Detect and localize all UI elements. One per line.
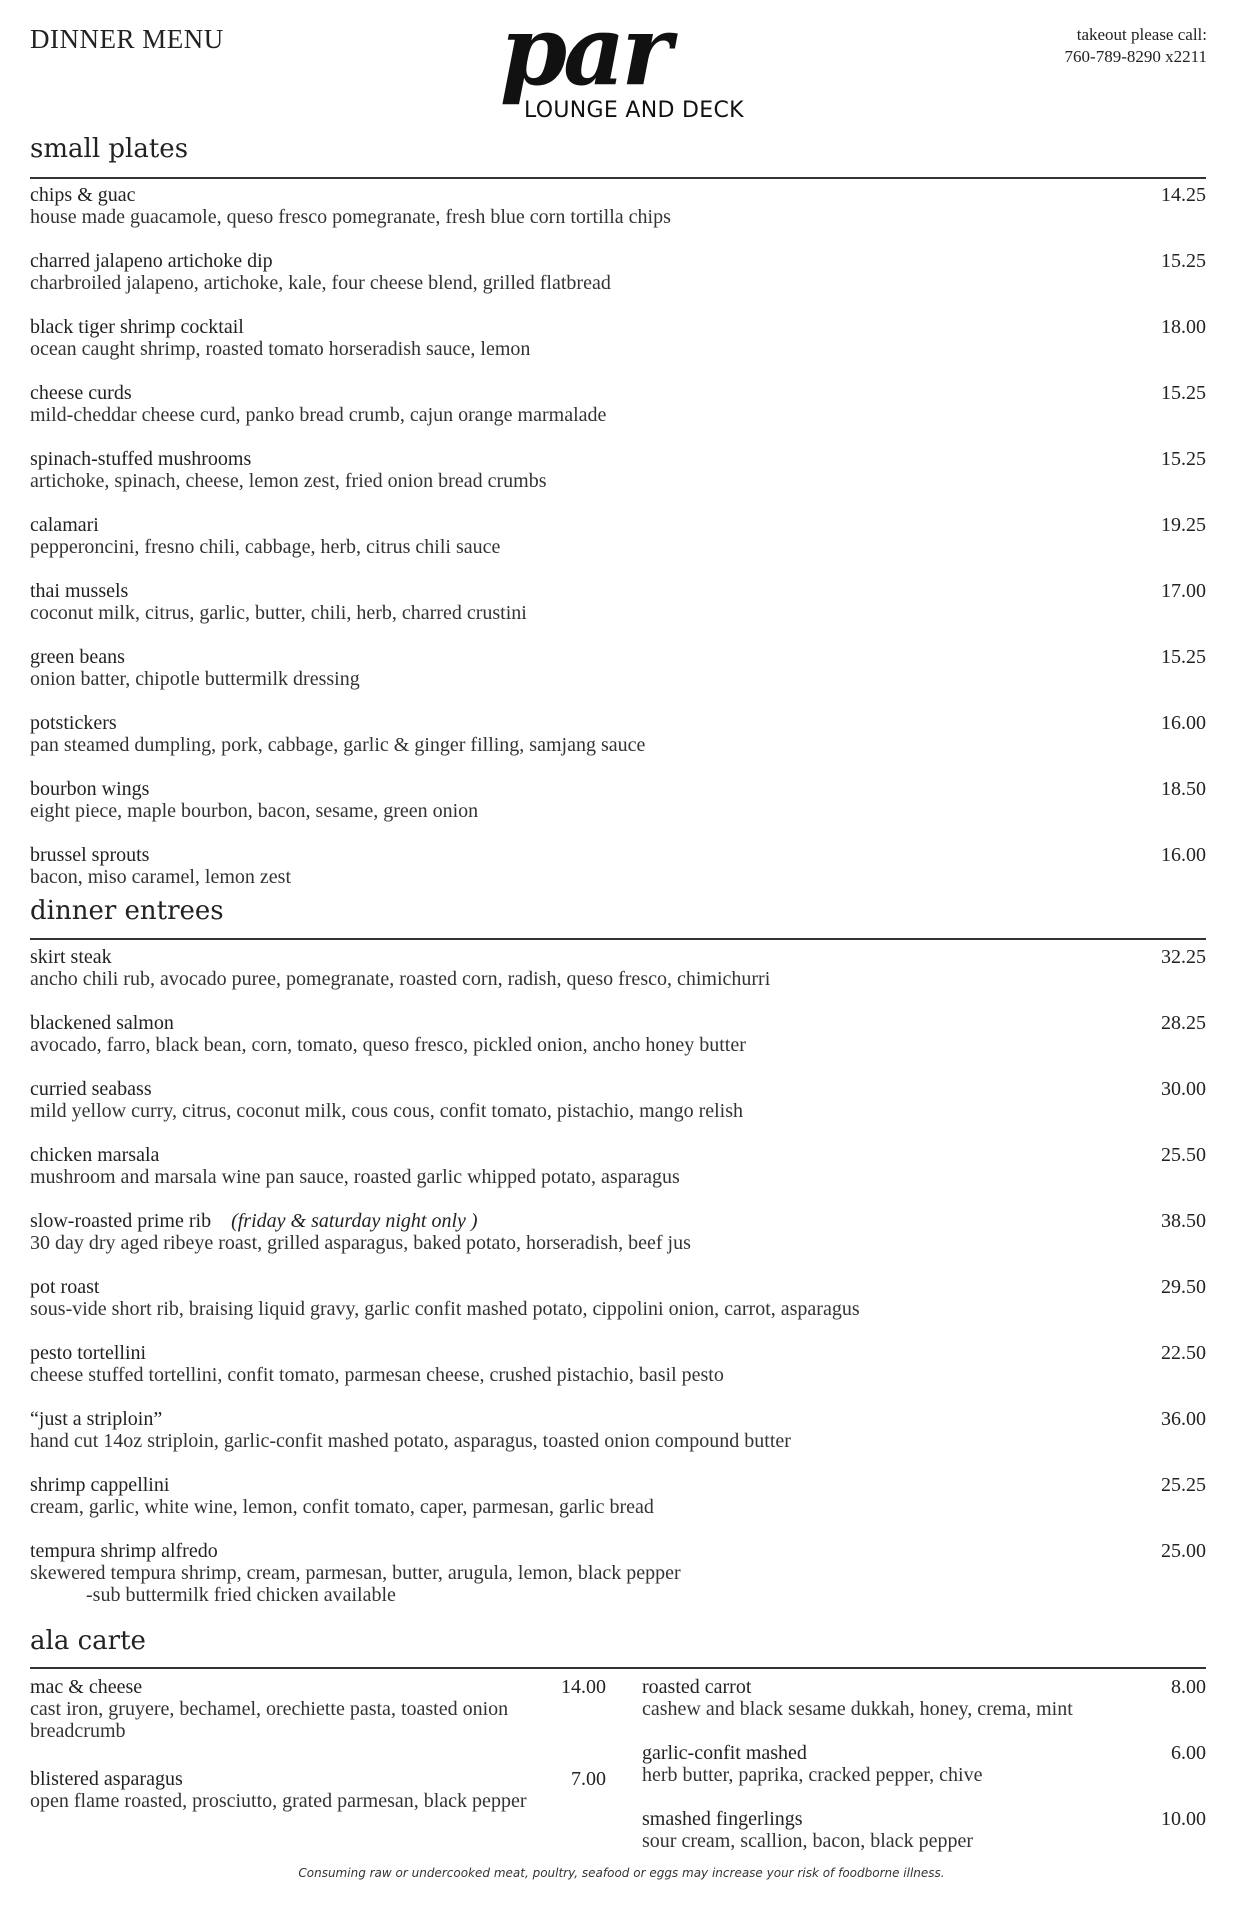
item-name: calamari bbox=[30, 514, 99, 536]
menu-item bbox=[30, 1078, 1206, 1122]
item-description: ancho chili rub, avocado puree, pomegranate, roasted corn, radish, queso fresco, chimichurri bbox=[30, 968, 771, 990]
item-price: 22.50 bbox=[1161, 1342, 1206, 1364]
item-name: blackened salmon bbox=[30, 1012, 174, 1034]
item-description: 30 day dry aged ribeye roast, grilled asparagus, baked potato, horseradish, beef jus bbox=[30, 1232, 691, 1254]
item-price: 15.25 bbox=[1161, 250, 1206, 272]
item-price: 25.50 bbox=[1161, 1144, 1206, 1166]
item-name: pot roast bbox=[30, 1276, 100, 1298]
item-name: pesto tortellini bbox=[30, 1342, 147, 1364]
menu-item bbox=[30, 1342, 1206, 1386]
item-name: brussel sprouts bbox=[30, 844, 150, 866]
item-price: 14.00 bbox=[561, 1676, 606, 1698]
item-availability-note: (friday & saturday night only ) bbox=[231, 1210, 478, 1232]
takeout-label: takeout please call: bbox=[1076, 25, 1207, 44]
menu-item bbox=[30, 514, 1206, 558]
menu-item bbox=[30, 1408, 1206, 1452]
item-description: sous-vide short rib, braising liquid gravy, garlic confit mashed potato, cippolini onion, carrot, asparagus bbox=[30, 1298, 860, 1320]
menu-item bbox=[30, 184, 1206, 228]
item-name: mac & cheese bbox=[30, 1676, 143, 1698]
menu-type-label: DINNER MENU bbox=[30, 24, 224, 54]
takeout-info bbox=[1065, 24, 1207, 68]
item-description: pan steamed dumpling, pork, cabbage, garlic & ginger filling, samjang sauce bbox=[30, 734, 646, 756]
item-name: potstickers bbox=[30, 712, 117, 734]
item-description: herb butter, paprika, cracked pepper, chive bbox=[642, 1764, 983, 1786]
item-name: chips & guac bbox=[30, 184, 136, 206]
section-divider bbox=[30, 938, 1206, 940]
menu-item bbox=[30, 316, 1206, 360]
item-name: slow-roasted prime rib bbox=[30, 1210, 212, 1232]
menu-item bbox=[30, 1540, 1206, 1606]
item-price: 29.50 bbox=[1161, 1276, 1206, 1298]
item-price: 15.25 bbox=[1161, 382, 1206, 404]
logo-subtitle: LOUNGE AND DECK bbox=[524, 98, 744, 123]
item-price: 32.25 bbox=[1161, 946, 1206, 968]
item-name: “just a striploin” bbox=[30, 1408, 163, 1430]
menu-item bbox=[30, 1144, 1206, 1188]
item-name: spinach-stuffed mushrooms bbox=[30, 448, 252, 470]
item-name: green beans bbox=[30, 646, 125, 668]
menu-item bbox=[30, 712, 1206, 756]
item-description: avocado, farro, black bean, corn, tomato, queso fresco, pickled onion, ancho honey butter bbox=[30, 1034, 746, 1056]
item-price: 6.00 bbox=[1171, 1742, 1206, 1764]
item-name: thai mussels bbox=[30, 580, 129, 602]
section-title-dinner-entrees: dinner entrees bbox=[30, 896, 224, 926]
menu-item bbox=[30, 1276, 1206, 1320]
section-divider bbox=[30, 177, 1206, 179]
item-price: 25.00 bbox=[1161, 1540, 1206, 1562]
item-name: garlic-confit mashed bbox=[642, 1742, 807, 1764]
section-title-ala-carte: ala carte bbox=[30, 1626, 146, 1656]
menu-item bbox=[30, 1210, 1206, 1254]
menu-item bbox=[30, 382, 1206, 426]
item-description: mushroom and marsala wine pan sauce, roasted garlic whipped potato, asparagus bbox=[30, 1166, 680, 1188]
item-name: chicken marsala bbox=[30, 1144, 160, 1166]
item-description: cheese stuffed tortellini, confit tomato, parmesan cheese, crushed pistachio, basil pesto bbox=[30, 1364, 724, 1386]
item-description: bacon, miso caramel, lemon zest bbox=[30, 866, 292, 888]
item-description: mild-cheddar cheese curd, panko bread crumb, cajun orange marmalade bbox=[30, 404, 607, 426]
takeout-phone: 760-789-8290 x2211 bbox=[1064, 47, 1207, 66]
item-price: 16.00 bbox=[1161, 712, 1206, 734]
item-price: 14.25 bbox=[1161, 184, 1206, 206]
menu-item bbox=[30, 1676, 606, 1742]
item-price: 38.50 bbox=[1161, 1210, 1206, 1232]
item-description: pepperoncini, fresno chili, cabbage, herb, citrus chili sauce bbox=[30, 536, 501, 558]
menu-item bbox=[30, 580, 1206, 624]
menu-item bbox=[30, 250, 1206, 294]
item-name: charred jalapeno artichoke dip bbox=[30, 250, 273, 272]
item-name: roasted carrot bbox=[642, 1676, 752, 1698]
item-description: house made guacamole, queso fresco pomegranate, fresh blue corn tortilla chips bbox=[30, 206, 671, 228]
item-price: 16.00 bbox=[1161, 844, 1206, 866]
menu-item bbox=[642, 1676, 1206, 1720]
food-safety-disclaimer: Consuming raw or undercooked meat, poultry, seafood or eggs may increase your risk of foodborne illness. bbox=[298, 1866, 945, 1880]
item-name: bourbon wings bbox=[30, 778, 150, 800]
item-name-row bbox=[30, 1210, 1206, 1232]
item-description: artichoke, spinach, cheese, lemon zest, fried onion bread crumbs bbox=[30, 470, 547, 492]
item-price: 25.25 bbox=[1161, 1474, 1206, 1496]
item-description: open flame roasted, prosciutto, grated parmesan, black pepper bbox=[30, 1790, 527, 1812]
menu-item bbox=[642, 1808, 1206, 1852]
item-description: cashew and black sesame dukkah, honey, crema, mint bbox=[642, 1698, 1073, 1720]
menu-item bbox=[30, 646, 1206, 690]
item-description: onion batter, chipotle buttermilk dressing bbox=[30, 668, 360, 690]
item-price: 7.00 bbox=[571, 1768, 606, 1790]
menu-item bbox=[30, 778, 1206, 822]
item-description: sour cream, scallion, bacon, black pepper bbox=[642, 1830, 973, 1852]
item-price: 15.25 bbox=[1161, 448, 1206, 470]
item-name: black tiger shrimp cocktail bbox=[30, 316, 244, 338]
section-divider bbox=[30, 1667, 1206, 1669]
item-description: mild yellow curry, citrus, coconut milk, cous cous, confit tomato, pistachio, mango relish bbox=[30, 1100, 744, 1122]
item-name: skirt steak bbox=[30, 946, 112, 968]
item-name: tempura shrimp alfredo bbox=[30, 1540, 218, 1562]
menu-item bbox=[30, 1012, 1206, 1056]
item-price: 10.00 bbox=[1161, 1808, 1206, 1830]
menu-item bbox=[30, 448, 1206, 492]
item-price: 8.00 bbox=[1171, 1676, 1206, 1698]
item-price: 36.00 bbox=[1161, 1408, 1206, 1430]
menu-item bbox=[30, 1474, 1206, 1518]
item-description: charbroiled jalapeno, artichoke, kale, four cheese blend, grilled flatbread bbox=[30, 272, 611, 294]
menu-item bbox=[642, 1742, 1206, 1786]
menu-item bbox=[30, 1768, 606, 1812]
item-name: blistered asparagus bbox=[30, 1768, 183, 1790]
item-price: 30.00 bbox=[1161, 1078, 1206, 1100]
item-name: shrimp cappellini bbox=[30, 1474, 170, 1496]
item-price: 28.25 bbox=[1161, 1012, 1206, 1034]
item-description: eight piece, maple bourbon, bacon, sesame, green onion bbox=[30, 800, 479, 822]
logo-script-text: par bbox=[500, 0, 668, 107]
item-price: 19.25 bbox=[1161, 514, 1206, 536]
item-price: 15.25 bbox=[1161, 646, 1206, 668]
item-name: cheese curds bbox=[30, 382, 132, 404]
item-price: 18.50 bbox=[1161, 778, 1206, 800]
item-name: smashed fingerlings bbox=[642, 1808, 803, 1830]
item-description: coconut milk, citrus, garlic, butter, chili, herb, charred crustini bbox=[30, 602, 527, 624]
item-description: cream, garlic, white wine, lemon, confit tomato, caper, parmesan, garlic bread bbox=[30, 1496, 654, 1518]
item-price: 18.00 bbox=[1161, 316, 1206, 338]
item-description: skewered tempura shrimp, cream, parmesan, butter, arugula, lemon, black pepper bbox=[30, 1562, 681, 1584]
item-price: 17.00 bbox=[1161, 580, 1206, 602]
item-description: cast iron, gruyere, bechamel, orechiette pasta, toasted onion breadcrumb bbox=[30, 1698, 509, 1742]
par-logo bbox=[490, 0, 760, 140]
menu-item bbox=[30, 844, 1206, 888]
item-description: hand cut 14oz striploin, garlic-confit mashed potato, asparagus, toasted onion compound butter bbox=[30, 1430, 791, 1452]
item-substitution-note: -sub buttermilk fried chicken available bbox=[86, 1584, 396, 1606]
item-description: ocean caught shrimp, roasted tomato horseradish sauce, lemon bbox=[30, 338, 531, 360]
section-title-small-plates: small plates bbox=[30, 134, 189, 164]
menu-item bbox=[30, 946, 1206, 990]
item-name: curried seabass bbox=[30, 1078, 152, 1100]
